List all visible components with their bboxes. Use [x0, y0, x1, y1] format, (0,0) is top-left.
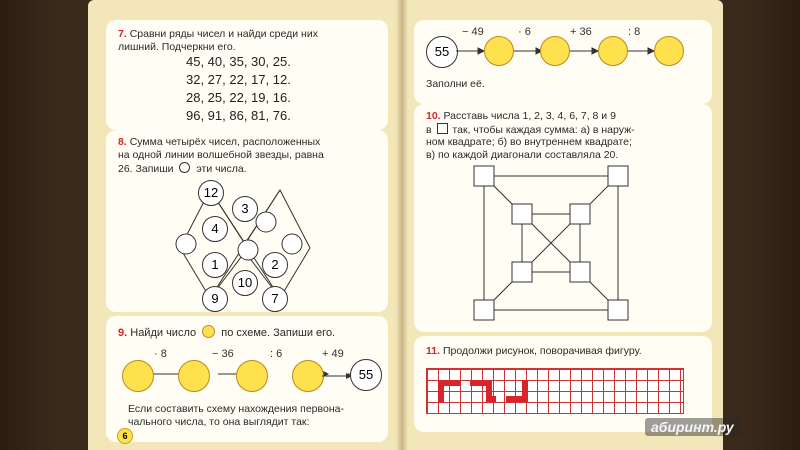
task10-text2b: так, чтобы каждая сумма: а) в наруж-: [452, 124, 635, 136]
star-circle: 10: [232, 270, 258, 296]
operation-label: + 49: [322, 348, 344, 360]
empty-circle: [238, 240, 258, 260]
empty-circle: [282, 234, 302, 254]
task9-text-b: по схеме. Запиши его.: [221, 327, 336, 339]
task10-text1: Расставь числа 1, 2, 3, 4, 6, 7, 8 и 9: [443, 110, 616, 122]
task10-line2: [426, 123, 635, 136]
figure-shape: [438, 380, 444, 402]
task9-number: 9.: [118, 327, 128, 339]
number-rows: [186, 53, 291, 125]
star-circle: 7: [262, 286, 288, 312]
empty-square: [608, 300, 628, 320]
task11-number: 11.: [426, 345, 441, 357]
circle-icon: [179, 162, 190, 173]
task9-text-a: Найди число: [130, 327, 197, 339]
yellow-circle: [654, 36, 684, 66]
yellow-circle: [598, 36, 628, 66]
yellow-circle: [236, 360, 268, 392]
star-circle: 4: [202, 216, 228, 242]
page-number: 6: [117, 428, 133, 444]
yellow-circle: [540, 36, 570, 66]
number-row: 28, 25, 22, 19, 16.: [186, 90, 291, 105]
operation-label: + 36: [570, 26, 592, 38]
empty-square: [608, 166, 628, 186]
arrow-icon: [322, 372, 352, 380]
star-circle: 12: [198, 180, 224, 206]
empty-square: [512, 204, 532, 224]
figure-shape: [486, 396, 496, 402]
task10-text2a: в: [426, 124, 432, 136]
star-circle: 1: [202, 252, 228, 278]
operation-label: − 36: [212, 348, 234, 360]
watermark-logo: абиринт.ру: [645, 418, 740, 436]
square-icon: [437, 123, 448, 134]
task11-text: Продолжи рисунок, поворачивая фигуру.: [442, 345, 642, 357]
task8-line1: [118, 136, 320, 148]
yellow-circle: [484, 36, 514, 66]
empty-square: [570, 204, 590, 224]
task8-line2: на одной линии волшебной звезды, равна: [118, 149, 324, 161]
yellow-circle: [122, 360, 154, 392]
task11-line: [426, 345, 642, 357]
task7-line2: лишний. Подчеркни его.: [118, 41, 236, 53]
operation-label: · 8: [154, 348, 167, 360]
task8-text1: Сумма четырёх чисел, расположенных: [129, 136, 321, 148]
yellow-circle: [292, 360, 324, 392]
number-row: 32, 27, 22, 17, 12.: [186, 72, 291, 87]
task10-line1: [426, 110, 616, 122]
task10-line4: в) по каждой диагонали составляла 20.: [426, 149, 619, 161]
task7-text1: Сравни ряды чисел и найди среди них: [129, 28, 318, 40]
empty-square: [512, 262, 532, 282]
fill-it-text: Заполни её.: [426, 78, 485, 90]
empty-circle: [176, 234, 196, 254]
task8-text3b: эти числа.: [196, 163, 247, 175]
task8-number: 8.: [118, 136, 127, 148]
rotating-figures: [426, 368, 682, 412]
star-circle: 3: [232, 196, 258, 222]
number-row: 96, 91, 86, 81, 76.: [186, 108, 291, 123]
task9-line2: Если составить схему нахождения первона-: [128, 403, 344, 415]
figure-shape: [522, 380, 528, 402]
empty-square: [570, 262, 590, 282]
book-spine: [396, 0, 408, 450]
task7-number: 7.: [118, 28, 127, 40]
operation-label: : 8: [628, 26, 641, 38]
number-row: 45, 40, 35, 30, 25.: [186, 54, 291, 69]
operation-label: · 6: [518, 26, 531, 38]
empty-square: [474, 300, 494, 320]
star-circle: 2: [262, 252, 288, 278]
operation-label: : 6: [270, 348, 283, 360]
star-circle: 9: [202, 286, 228, 312]
yellow-circle-icon: [202, 325, 215, 338]
start-circle: 55: [426, 36, 458, 68]
empty-circle: [256, 212, 276, 232]
result-circle: 55: [350, 359, 382, 391]
operation-label: − 49: [462, 26, 484, 38]
task10-line3: ном квадрате; б) во внутреннем квадрате;: [426, 136, 632, 148]
task10-number: 10.: [426, 110, 441, 122]
task7-line1: [118, 28, 318, 40]
task9-line1: [118, 325, 335, 339]
yellow-circle: [178, 360, 210, 392]
empty-square: [474, 166, 494, 186]
task8-line3: [118, 162, 247, 175]
squares-diagram: [466, 162, 636, 328]
task9-line3: чального числа, то она выглядит так:: [128, 416, 310, 428]
task8-text3a: 26. Запиши: [118, 163, 174, 175]
